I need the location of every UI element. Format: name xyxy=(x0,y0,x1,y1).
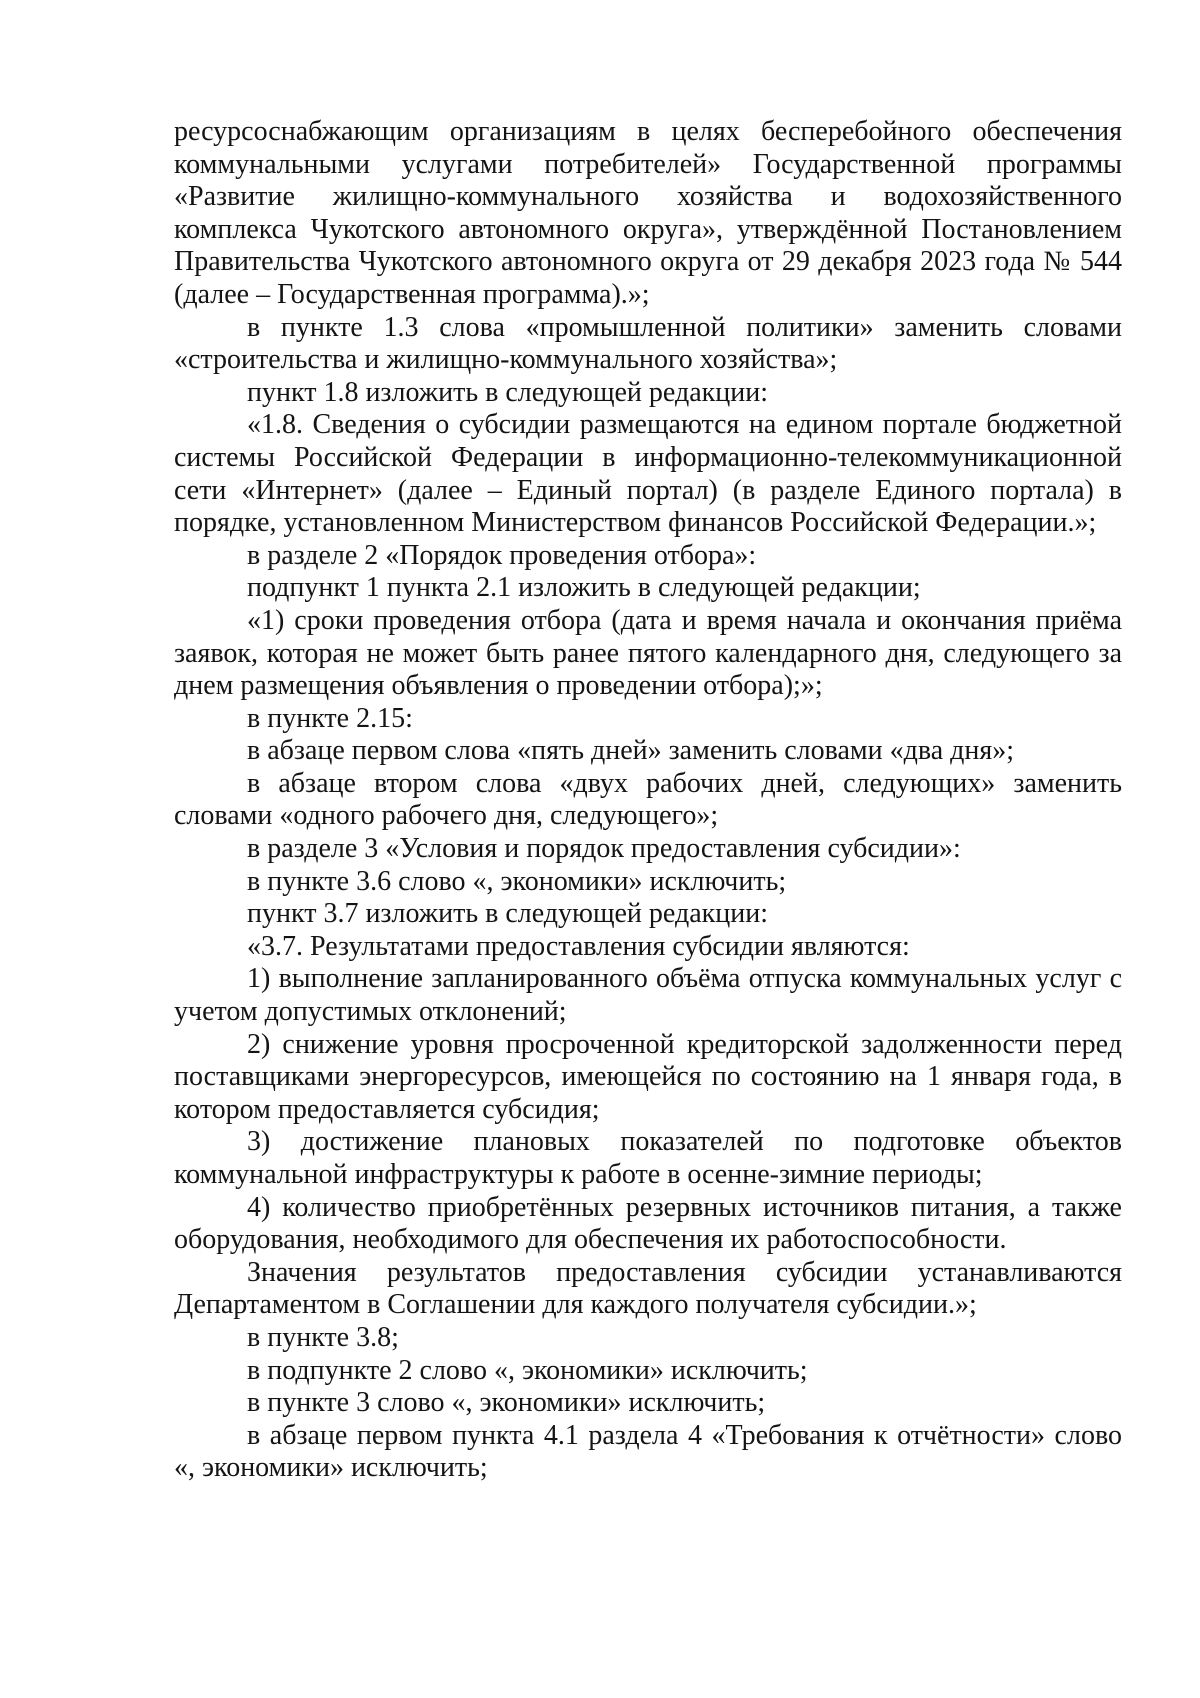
paragraph: в абзаце втором слова «двух рабочих дней, следующих» заменить словами «одного рабочего дня, следующего»; xyxy=(174,767,1122,832)
paragraph: в пункте 2.15: xyxy=(247,702,413,734)
document-body xyxy=(174,116,1122,1485)
paragraph: 3) достижение плановых показателей по подготовке объектов коммунальной инфраструктуры к работе в осенне-зимние периоды; xyxy=(174,1126,1122,1190)
paragraph: пункт 3.7 изложить в следующей редакции: xyxy=(247,898,768,930)
paragraph: 4) количество приобретённых резервных источников питания, а также оборудования, необходимого для обеспечения их работоспособности. xyxy=(174,1191,1122,1256)
paragraph: «1.8. Сведения о субсидии размещаются на едином портале бюджетной системы Российской Федерации в информационно-телекоммуникационной сети «Интернет» (далее – Единый портал) (в разделе Единого портала) в порядке, установленном Министерством финансов Российской Федерации.»; xyxy=(174,409,1122,539)
paragraph: «3.7. Результатами предоставления субсидии являются: xyxy=(247,930,910,962)
paragraph: подпункт 1 пункта 2.1 изложить в следующей редакции; xyxy=(247,572,921,604)
paragraph: в абзаце первом слова «пять дней» заменить словами «два дня»; xyxy=(247,735,1015,767)
paragraph: в пункте 3.6 слово «, экономики» исключить; xyxy=(247,865,787,897)
paragraph: «1) сроки проведения отбора (дата и время начала и окончания приёма заявок, которая не может быть ранее пятого календарного дня, следующего за днем размещения объявления о проведении отбора);»; xyxy=(174,604,1122,702)
paragraph: в пункте 3.8; xyxy=(247,1321,399,1353)
paragraph: в разделе 3 «Условия и порядок предоставления субсидии»: xyxy=(247,833,961,865)
paragraph: 1) выполнение запланированного объёма отпуска коммунальных услуг с учетом допустимых отклонений; xyxy=(174,963,1122,1028)
paragraph: в пункте 3 слово «, экономики» исключить; xyxy=(247,1387,766,1419)
paragraph: 2) снижение уровня просроченной кредиторской задолженности перед поставщиками энергоресурсов, имеющейся по состоянию на 1 января года, в котором предоставляется субсидия; xyxy=(174,1028,1122,1125)
paragraph: пункт 1.8 изложить в следующей редакции: xyxy=(247,376,768,408)
paragraph: в подпункте 2 слово «, экономики» исключить; xyxy=(247,1354,808,1386)
paragraph: Значения результатов предоставления субсидии устанавливаются Департаментом в Соглашении для каждого получателя субсидии.»; xyxy=(174,1256,1122,1321)
paragraph: в разделе 2 «Порядок проведения отбора»: xyxy=(247,539,757,571)
paragraph: в пункте 1.3 слова «промышленной политики» заменить словами «строительства и жилищно-коммунального хозяйства»; xyxy=(174,311,1122,376)
paragraph: в абзаце первом пункта 4.1 раздела 4 «Требования к отчётности» слово «, экономики» исключить; xyxy=(174,1419,1122,1484)
paragraph-continuation: ресурсоснабжающим организациям в целях бесперебойного обеспечения коммунальными услугами потребителей» Государственной программы «Развитие жилищно-коммунального хозяйства и водохозяйственного комплекса Чукотского автономного округа», утверждённой Постановлением Правительства Чукотского автономного округа от 29 декабря 2023 года № 544 (далее – Государственная программа).»; xyxy=(174,116,1122,310)
